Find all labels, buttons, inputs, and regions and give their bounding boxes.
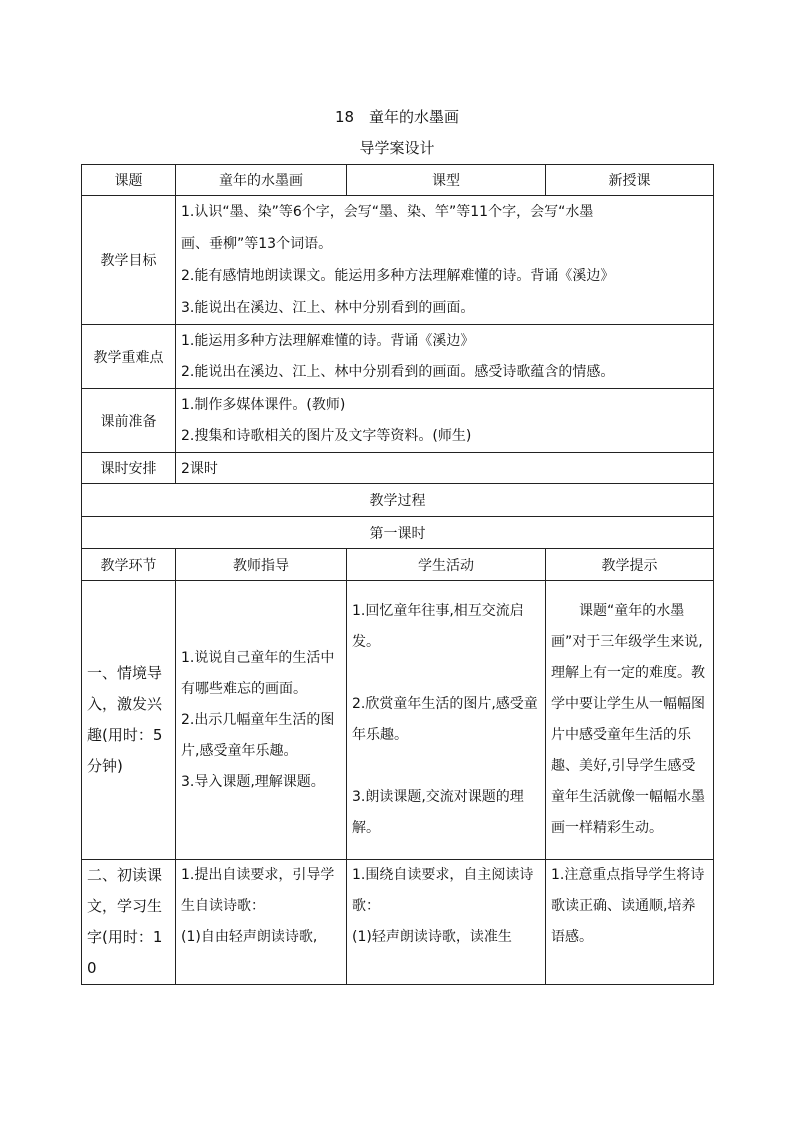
schedule-label: 课时安排 — [82, 453, 176, 484]
tip-cell: 课题“童年的水墨画”对于三年级学生来说,理解上有一定的难度。教学中要让学生从一幅幅图片中感受童年生活的乐趣、美好,引导学生感受童年生活就像一幅幅水墨画一样精彩生动。 — [546, 581, 714, 860]
key-point-1: 1.能运用多种方法理解难懂的诗。背诵《溪边》 — [181, 332, 475, 349]
document-subtitle: 导学案设计 — [359, 139, 435, 157]
lesson-plan-table — [81, 164, 714, 985]
stage-cell: 一、情境导入，激发兴趣(用时：5分钟) — [82, 581, 176, 860]
column-student: 学生活动 — [347, 549, 546, 581]
topic-label: 课题 — [82, 165, 176, 196]
goal-line-1: 1.认识“墨、染”等6个字，会写“墨、染、竿”等11个字，会写“水墨 — [181, 204, 594, 220]
goal-line-4: 3.能说出在溪边、江上、林中分别看到的画面。 — [181, 300, 475, 316]
process-heading: 教学过程 — [82, 484, 714, 517]
teacher-step-2: 2.出示几幅童年生活的图片,感受童年乐趣。 — [181, 711, 335, 759]
prep-content — [176, 389, 714, 453]
prep-item-1: 1.制作多媒体课件。(教师) — [181, 396, 346, 413]
student-step-1: 1.回忆童年往事,相互交流启发。 — [352, 603, 524, 650]
student-step-1: 1.围绕自读要求，自主阅读诗歌： — [352, 867, 534, 914]
student-step-3: 3.朗读课题,交流对课题的理解。 — [352, 789, 524, 836]
student-cell — [347, 860, 546, 985]
column-tip: 教学提示 — [546, 549, 714, 581]
goal-line-2: 画、垂柳”等13个词语。 — [181, 236, 333, 252]
type-label: 课型 — [347, 165, 546, 196]
prep-item-2: 2.搜集和诗歌相关的图片及文字等资料。(师生) — [181, 427, 472, 444]
topic-value: 童年的水墨画 — [176, 165, 347, 196]
stage-cell: 二、初读课文，学习生字(用时：10 — [82, 860, 176, 985]
lesson-row — [82, 517, 714, 549]
teacher-step-1: 1.提出自读要求，引导学生自读诗歌： — [181, 867, 335, 914]
process-heading-row — [82, 484, 714, 517]
type-value: 新授课 — [546, 165, 714, 196]
student-cell — [347, 581, 546, 860]
schedule-value: 2课时 — [176, 453, 714, 484]
teacher-step-3: 3.导入课题,理解课题。 — [181, 773, 325, 790]
key-points-content — [176, 325, 714, 389]
process-columns-row — [82, 549, 714, 581]
tip-cell: 1.注意重点指导学生将诗歌读正确、读通顺,培养语感。 — [546, 860, 714, 985]
table-row — [82, 581, 714, 860]
document-title: 18 童年的水墨画 — [334, 108, 460, 126]
topic-row — [82, 165, 714, 196]
schedule-row — [82, 453, 714, 484]
goal-line-3: 2.能有感情地朗读课文。能运用多种方法理解难懂的诗。背诵《溪边》 — [181, 268, 615, 284]
lesson-heading: 第一课时 — [82, 517, 714, 549]
goals-row — [82, 196, 714, 325]
student-step-2: 2.欣赏童年生活的图片,感受童年乐趣。 — [352, 696, 538, 743]
key-points-label: 教学重难点 — [82, 325, 176, 389]
column-teacher: 教师指导 — [176, 549, 347, 581]
teacher-cell — [176, 860, 347, 985]
teacher-step-2: (1)自由轻声朗读诗歌, — [181, 929, 318, 945]
goals-content — [176, 196, 714, 325]
key-point-2: 2.能说出在溪边、江上、林中分别看到的画面。感受诗歌蕴含的情感。 — [181, 363, 615, 380]
prep-label: 课前准备 — [82, 389, 176, 453]
table-row — [82, 860, 714, 985]
student-step-2: (1)轻声朗读诗歌，读准生 — [352, 929, 512, 945]
prep-row — [82, 389, 714, 453]
column-stage: 教学环节 — [82, 549, 176, 581]
goals-label: 教学目标 — [82, 196, 176, 325]
teacher-step-1: 1.说说自己童年的生活中有哪些难忘的画面。 — [181, 649, 335, 697]
teacher-cell — [176, 581, 347, 860]
key-points-row — [82, 325, 714, 389]
